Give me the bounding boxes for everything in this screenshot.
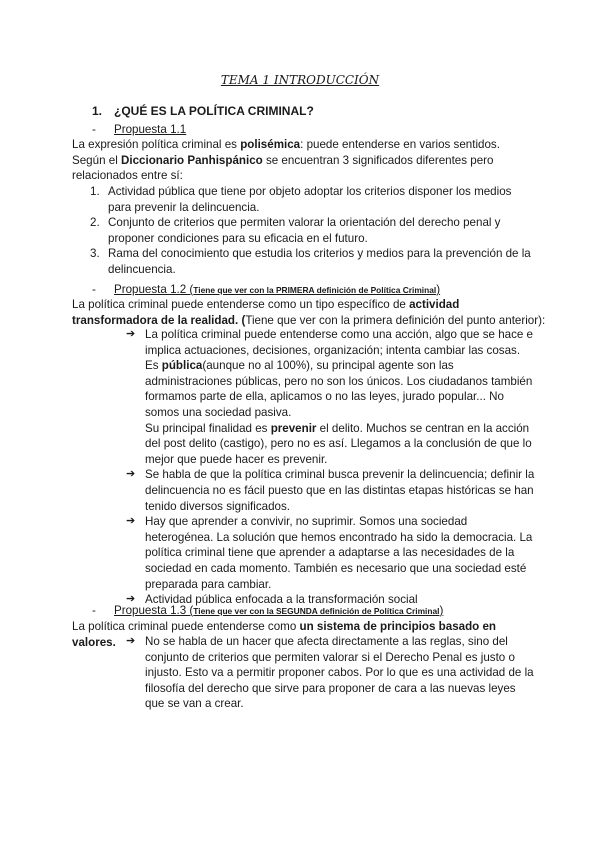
list-item: ➔ Actividad pública enfocada a la transformación social [126,593,418,607]
proposal-1-2-intro: La política criminal puede entenderse como un tipo específico de actividad transformadora de la realidad. (Tiene que ver con la primera definición del punto anterior): [72,298,546,327]
list-item: ➔ Se habla de que la política criminal busca prevenir la delincuencia; definir la delincuencia no es fácil puesto que en las distintas etapas históricas se han tenido diversos significados. [126,468,535,513]
section-heading-text: ¿QUÉ ES LA POLÍTICA CRIMINAL? [114,104,314,118]
arrow-bullet-icon: ➔ [126,593,136,606]
arrow-bullet-icon: ➔ [126,515,136,528]
proposal-1-3-intro: La política criminal puede entenderse como un sistema de principios basado en valores. [72,620,496,649]
arrow-bullet-icon: ➔ [126,328,136,340]
list-item: 2. Conjunto de criterios que permiten valorar la orientación del derecho penal y proponer condiciones para su eficacia en el futuro. [90,216,501,245]
bold-term: un sistema de principios basado en valores. [72,620,496,649]
proposal-note: Tiene que ver con la PRIMERA definición de Política Criminal [193,285,437,295]
section-number: 1. [92,104,103,118]
dash-bullet: - [92,604,96,617]
dash-bullet: - [92,123,96,136]
proposal-1-2-bullets [126,327,536,608]
proposal-label: Propuesta 1.2 ( [114,283,194,296]
proposal-1-1-header [92,123,186,136]
proposal-note: Tiene que ver con la SEGUNDA definición de Política Criminal [193,606,440,616]
list-item: 3. Rama del conocimiento que estudia los criterios y medios para la prevención de la delincuencia. [90,247,531,276]
paragraph-line: Según el Diccionario Panhispánico se encuentran 3 significados diferentes pero relacionados entre sí: [72,153,494,183]
page-title: TEMA 1 INTRODUCCIÓN [220,73,380,87]
list-item: ➔ Hay que aprender a convivir, no suprimir. Somos una sociedad heterogénea. La solución que hemos encontrado ha sido la democracia. La política criminal tiene que aprender a adaptarse a las necesidades de la sociedad en cada momento. También es necesario que una sociedad esté preparada para cambiar. [126,515,533,591]
bold-term: prevenir [270,421,317,435]
bold-term: pública [161,359,203,373]
definitions-list [72,184,537,278]
arrow-bullet-icon: ➔ [126,635,136,647]
proposal-1-3-header: - Propuesta 1.3 (Tiene que ver con la SEGUNDA definición de Política Criminal) [92,604,444,617]
section-heading [92,104,314,118]
proposal-label: Propuesta 1.3 ( [114,604,194,617]
dash-bullet: - [92,283,96,296]
proposal-1-2-header: - Propuesta 1.2 (Tiene que ver con la PRIMERA definición de Política Criminal) [92,283,441,296]
arrow-bullet-icon: ➔ [126,468,136,481]
bold-term: polisémica [240,138,301,151]
paragraph-line: La expresión política criminal es polisémica: puede entenderse en varios sentidos. [72,138,500,151]
list-item: 1. Actividad pública que tiene por objeto adoptar los criterios disponer los medios para prevenir la delincuencia. [90,185,512,214]
bold-term: Diccionario Panhispánico [121,153,263,167]
bold-term: actividad transformadora de la realidad. ( [72,298,460,327]
proposal-1-1-paragraph [72,137,542,184]
proposal-label: Propuesta 1.1 [114,123,187,136]
list-item: ➔ No se habla de un hacer que afecta directamente a las reglas, sino del conjunto de criterios que permiten valorar si el Derecho Penal es justo o injusto. Esto va a permitir proponer cabos. Por lo que es una actividad de la filosofía del derecho que sirve para proponer de cara a las nuevas leyes que se van a crear. [126,635,534,711]
list-item: ➔ La política criminal puede entenderse como una acción, algo que se hace e implica actuaciones, decisiones, organización; intenta cambiar las cosas. Es pública(aunque no al 100%), su principal agente son las administraciones públicas, pero no son los únicos. Los ciudadanos también formamos parte de ella, aplicamos o no las leyes, jurado popular... No somos una sociedad pasiva. Su principal finalidad es prevenir el delito. Muchos se centran en la acción del post delito (castigo), pero no es así. Llegamos a la conclusión de que lo mejor que puede hacer es prevenir. [126,328,533,466]
proposal-1-3-bullets [126,634,536,712]
